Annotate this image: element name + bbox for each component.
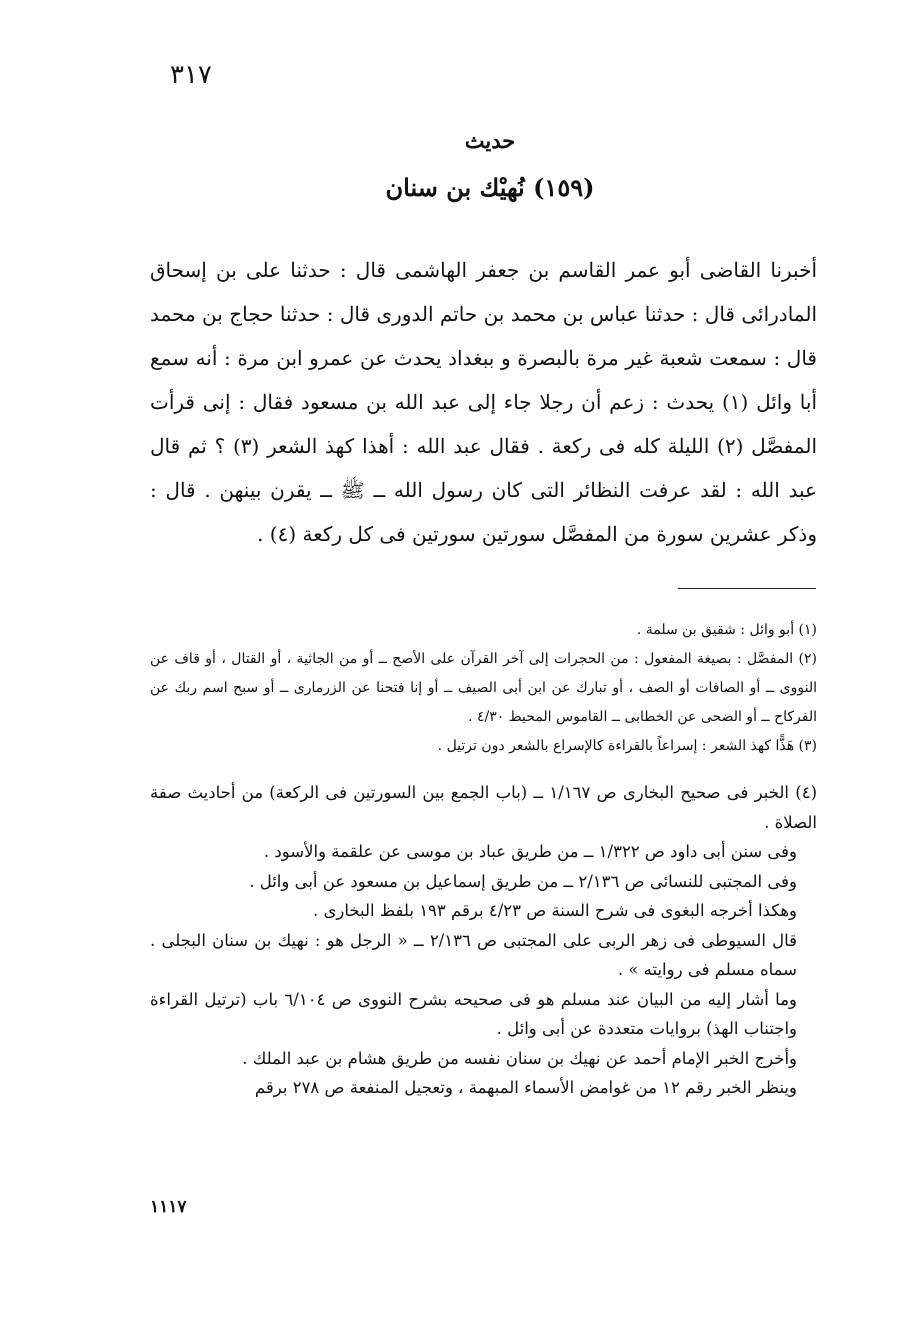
footnote-4-abu-dawud: وفى سنن أبى داود ص ١/٣٢٢ ــ من طريق عباد بن موسى عن علقمة والأسود . [263,842,797,861]
footnote-4-muslim: وما أشار إليه من البيان عند مسلم هو فى صحيحه بشرح النووى ص ٦/١٠٤ باب (ترتيل القراءة واجتناب الهذ) بروايات متعددة عن أبى وائل . [150,989,797,1038]
hadith-title: (١٥٩) نُهيْك بن سنان [385,173,595,202]
hadith-body [150,248,817,556]
footnote-4-suyuti: قال السيوطى فى زهر الربى على المجتبى ص ٢/١٣٦ ــ « الرجل هو : نهيك بن سنان البجلى . سماه مسلم فى روايته » . [150,930,798,979]
footnotes-large [150,778,817,1103]
footnote-4-baghawi: وهكذا أخرجه البغوى فى شرح السنة ص ٤/٢٣ برقم ١٩٣ بلفظ البخارى . [312,901,797,920]
footnote-4-ghawamid: وينظر الخبر رقم ١٢ من غوامض الأسماء المبهمة ، وتعجيل المنفعة ص ٢٧٨ برقم [254,1078,797,1097]
footnote-4-ahmad: وأخرج الخبر الإمام أحمد عن نهيك بن سنان نفسه من طريق هشام بن عبد الملك . [242,1048,797,1068]
section-label: حديث [464,128,516,153]
footnote-2: (٢) المفصَّل : بصيغة المفعول : من الحجرات إلى آخر القرآن على الأصح ــ أو من الجاثية ، أو القتال ، أو قاف عن النووى ــ أو الصافات أو الصف ، أو تبارك عن ابن أبى الصيف ــ أو إنا فتحنا عن الزرمارى ــ أو سبح اسم ربك عن الفركاح ــ أو الضحى عن الخطابى ــ القاموس المحيط ٤/٣٠ . [150,651,817,725]
footnote-3: (٣) هَذًّا كهذ الشعر : إسراعاً بالقراءة كالإسراع بالشعر دون ترتيل . [437,738,817,754]
footnote-4-nasai: وفى المجتبى للنسائى ص ٢/١٣٦ ــ من طريق إسماعيل بن مسعود عن أبى وائل . [249,871,797,891]
footnote-1: (١) أبو وائل : شقيق بن سلمة . [636,622,817,638]
footnotes-small [150,616,817,761]
footnote-separator [678,588,816,589]
page-number-top: ٣١٧ [170,60,212,90]
footnote-4: (٤) الخبر فى صحيح البخارى ص ١/١٦٧ ــ (باب الجمع بين السورتين فى الركعة) من أحاديث صفة الصلاة . [150,783,817,832]
page-number-bottom: ١١١٧ [150,1197,187,1217]
body-paragraph: أخبرنا القاضى أبو عمر القاسم بن جعفر الهاشمى قال : حدثنا على بن إسحاق المادرائى قال : حدثنا عباس بن محمد بن حاتم الدورى قال : حدثنا حجاج بن محمد قال : سمعت شعبة غير مرة بالبصرة و ببغداد يحدث عن عمرو ابن مرة : أنه سمع أبا وائل (١) يحدث : زعم أن رجلا جاء إلى عبد الله بن مسعود فقال : إنى قرأت المفصَّل (٢) الليلة كله فى ركعة . فقال عبد الله : أهذا كهذ الشعر (٣) ؟ ثم قال عبد الله : لقد عرفت النظائر التى كان رسول الله ــ ﷺ ــ يقرن بينهن . قال : وذكر عشرين سورة من المفصَّل سورتين سورتين فى كل ركعة (٤) . [150,258,817,546]
